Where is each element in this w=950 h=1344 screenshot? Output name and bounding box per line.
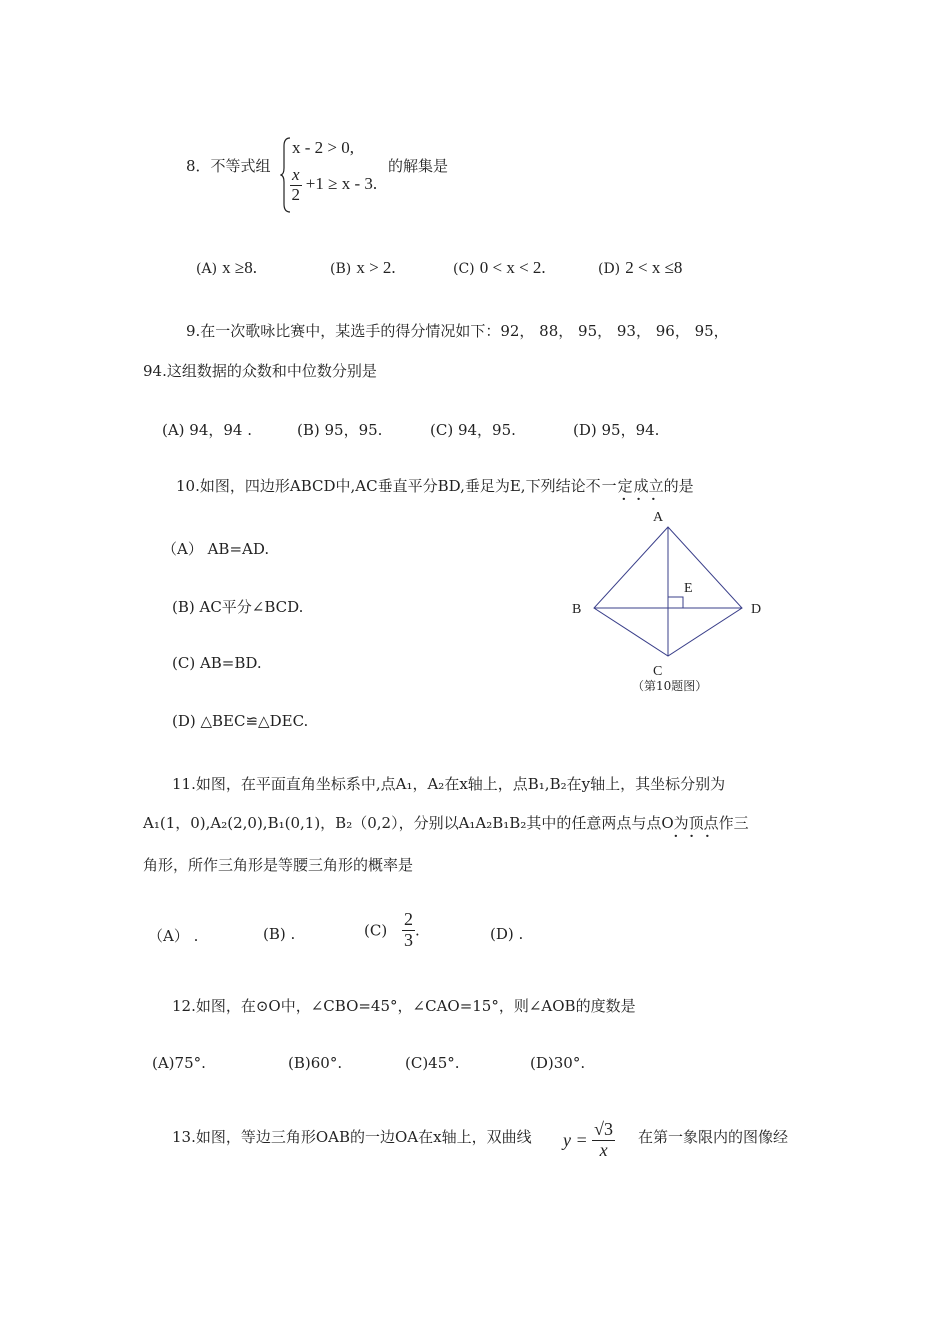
q9-option-d[interactable]: (D) 95，94. [573, 421, 660, 439]
option-value: . [414, 921, 420, 940]
q9-option-a[interactable]: (A) 94，94 . [162, 421, 253, 439]
q11-line-2-after: 为顶点作三 [673, 814, 749, 832]
q8-inequality-2 [290, 166, 377, 204]
option-letter: (D) [598, 261, 621, 277]
option-value: . [193, 927, 199, 945]
q13-formula [563, 1120, 615, 1161]
emphasis-dots: ··· [673, 826, 721, 847]
option-expr: x > 2 [356, 258, 392, 277]
q10-stem [176, 475, 694, 496]
option-letter: (A) [196, 261, 218, 277]
q8-fraction [290, 166, 302, 204]
q12-stem: 12.如图，在⊙O中，∠CBO=45°，∠CAO=15°，则∠AOB的度数是 [172, 997, 636, 1015]
q8-label: 8．不等式组 [186, 157, 271, 175]
option-value: . [518, 925, 524, 943]
option-letter: (D) [490, 925, 514, 943]
q10-figure [560, 500, 780, 700]
q13-stem-after: 在第一象限内的图像经 [638, 1128, 789, 1146]
option-expr: x ≥8 [222, 258, 253, 277]
right-angle-mark [668, 597, 683, 608]
q12-option-b[interactable]: (B)60°. [288, 1054, 343, 1072]
emphasis-dots: ··· [621, 489, 666, 510]
label-a: A [653, 510, 664, 525]
q10-option-a[interactable]: （A） AB=AD. [162, 540, 270, 558]
q10-stem-before: 10.如图，四边形ABCD中,AC垂直平分BD,垂足为E,下列结论 [176, 477, 586, 495]
q11-option-d[interactable] [490, 925, 523, 943]
q12-option-d[interactable]: (D)30°. [530, 1054, 586, 1072]
q10-option-c[interactable]: (C) AB=BD. [172, 654, 262, 672]
q8-option-c[interactable]: (C) 0 < x < 2. [453, 258, 546, 277]
q8-fraction-num: x [292, 165, 300, 184]
q11-line-2 [143, 812, 749, 833]
figure-caption: （第10题图） [632, 679, 708, 693]
option-letter: (B) [330, 261, 352, 277]
q8-suffix: 的解集是 [388, 157, 449, 175]
q8-option-b[interactable]: (B) x > 2. [330, 258, 396, 277]
q12-option-c[interactable]: (C)45°. [405, 1054, 460, 1072]
fraction-den: 3 [403, 929, 413, 950]
option-letter: (B) [263, 925, 286, 943]
q11-line-2-emphasis: 与点O [631, 814, 674, 832]
q9-option-c[interactable]: (C) 94，95. [430, 421, 516, 439]
q11-line-3: 角形，所作三角形是等腰三角形的概率是 [143, 856, 414, 874]
q11-option-c-fraction [402, 910, 415, 951]
fraction-num: √3 [594, 1119, 614, 1139]
option-expr: 2 < x ≤8 [625, 258, 683, 277]
q11-line-1: 11.如图，在平面直角坐标系中,点A₁，A₂在x轴上，点B₁,B₂在y轴上，其坐标分别为 [172, 775, 726, 793]
option-letter: （A） [148, 927, 189, 945]
option-letter: (C) [453, 261, 475, 277]
q11-option-a[interactable] [148, 925, 198, 946]
q13-stem-before: 13.如图，等边三角形OAB的一边OA在x轴上，双曲线 [172, 1128, 532, 1146]
q11-option-b[interactable] [263, 925, 295, 943]
formula-y: y = [563, 1129, 588, 1150]
option-expr: 0 < x < 2 [479, 258, 542, 277]
q8-option-d[interactable] [598, 258, 682, 278]
q8-inequality-2-rest: +1 ≥ x - 3. [305, 174, 378, 194]
q8-fraction-den: 2 [291, 184, 301, 204]
fraction-den: x [599, 1139, 608, 1160]
q10-stem-after: 成立的是 [633, 477, 694, 495]
formula-fraction [592, 1120, 615, 1161]
q9-line-2: 94.这组数据的众数和中位数分别是 [143, 362, 377, 380]
label-d: D [751, 602, 762, 617]
q10-stem-emphasis: 不一定 [585, 477, 634, 495]
q8-inequality-1: x - 2 > 0, [292, 138, 354, 157]
q9-option-b[interactable]: (B) 95，95. [297, 421, 383, 439]
option-letter: (C) [364, 921, 388, 940]
q11-line-2-before: A₁(1，0),A₂(2,0),B₁(0,1)，B₂（0,2），分别以A₁A₂B₁B₂其中的任意两点 [143, 814, 632, 832]
fraction-num: 2 [403, 909, 413, 929]
q8-option-a[interactable]: (A) x ≥8. [196, 258, 257, 277]
option-value: . [290, 925, 296, 943]
label-c: C [653, 664, 663, 679]
label-b: B [572, 602, 582, 617]
q10-option-b[interactable]: (B) AC平分∠BCD. [172, 598, 304, 616]
q11-option-c[interactable] [364, 910, 420, 951]
label-e: E [684, 581, 693, 596]
q10-option-d[interactable]: (D) △BEC≌△DEC. [172, 712, 309, 730]
q12-option-a[interactable]: (A)75°. [152, 1054, 206, 1072]
q9-line-1: 9.在一次歌咏比赛中，某选手的得分情况如下：92， 88， 95， 93， 96， 95， [186, 322, 729, 340]
